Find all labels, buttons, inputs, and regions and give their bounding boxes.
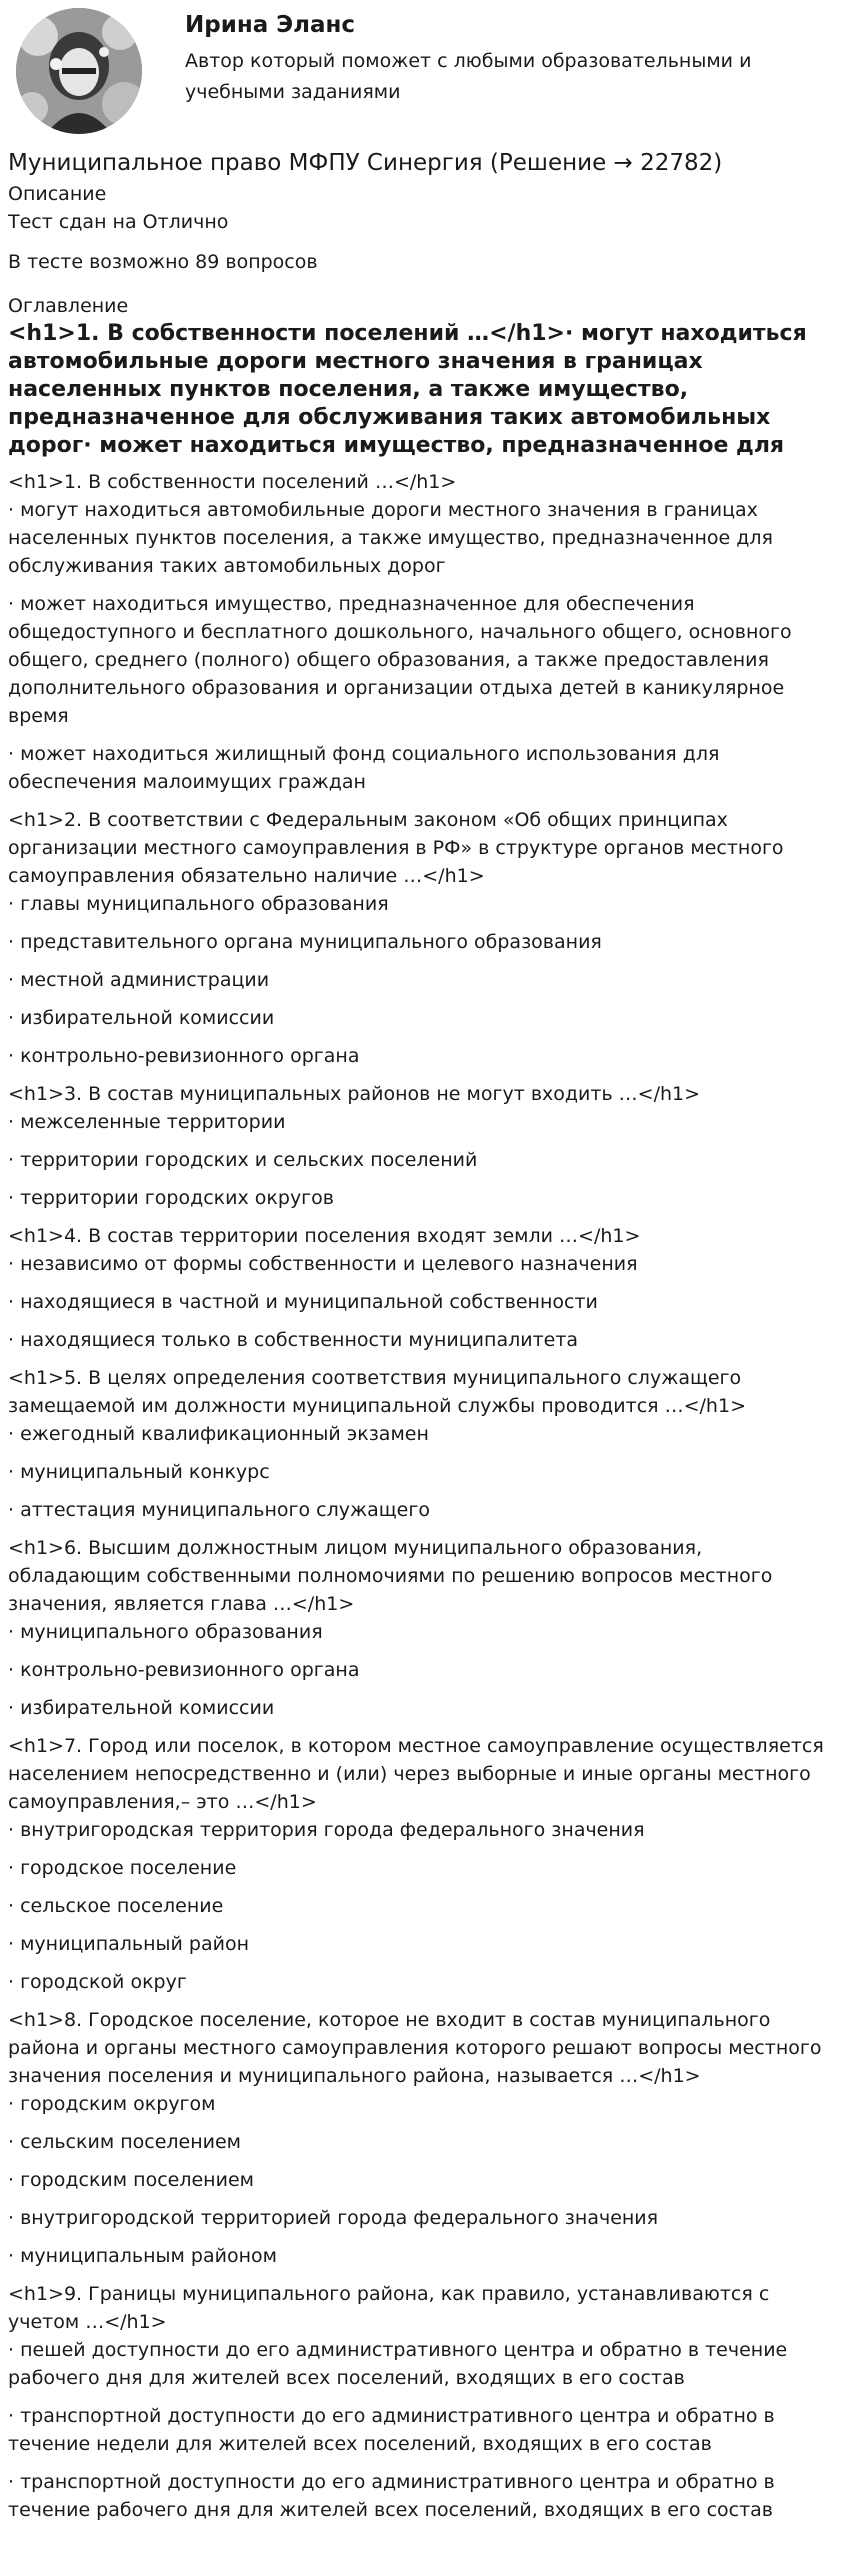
answer-option: · транспортной доступности до его административного центра и обратно в течение рабочего дня для жителей всех поселений, входящих в его состав <box>8 2471 775 2521</box>
answer-option: · избирательной комиссии <box>8 1007 275 1029</box>
answer-option: · может находиться жилищный фонд социального использования для обеспечения малоимущих граждан <box>8 743 720 793</box>
answer-option: · главы муниципального образования <box>8 893 389 915</box>
question-title: <h1>2. В соответствии с Федеральным законом «Об общих принципах организации местного самоуправления в РФ» в структуре органов местного самоуправления обязательно наличие …</h1> <box>8 809 784 887</box>
answer-option: · может находиться имущество, предназначенное для обеспечения общедоступного и бесплатного дошкольного, начального общего, основного общего, среднего (полного) общего образования, а также предоставления дополнительного образования и организации отдыха детей в каникулярное время <box>8 593 792 727</box>
answer-option: · внутригородской территорией города федерального значения <box>8 2207 659 2229</box>
answer-option: · избирательной комиссии <box>8 1697 275 1719</box>
question-title: <h1>9. Границы муниципального района, как правило, устанавливаются с учетом …</h1> <box>8 2283 770 2333</box>
answer-option: · сельское поселение <box>8 1895 224 1917</box>
answer-option: · территории городских округов <box>8 1187 334 1209</box>
answer-option: · контрольно-ревизионного органа <box>8 1045 360 1067</box>
answer-option: · городской округ <box>8 1971 187 1993</box>
questions-count: В тесте возможно 89 вопросов <box>8 251 318 273</box>
answer-option: · могут находиться автомобильные дороги местного значения в границах населенных пунктов поселения, а также имущество, предназначенное для обслуживания таких автомобильных дорог <box>8 499 773 577</box>
avatar-image <box>16 8 142 134</box>
answer-option: · муниципальный район <box>8 1933 250 1955</box>
answer-option: · территории городских и сельских поселений <box>8 1149 478 1171</box>
answer-option: · пешей доступности до его административного центра и обратно в течение рабочего дня для жителей всех поселений, входящих в его состав <box>8 2339 788 2389</box>
answer-option: · городское поселение <box>8 1857 237 1879</box>
question-title: <h1>4. В состав территории поселения входят земли …</h1> <box>8 1225 641 1247</box>
answer-option: · городским поселением <box>8 2169 254 2191</box>
answer-option: · муниципальный конкурс <box>8 1461 270 1483</box>
question-2 <box>8 806 839 1070</box>
question-title: <h1>6. Высшим должностным лицом муниципального образования, обладающим собственными полномочиями по решению вопросов местного значения, является глава …</h1> <box>8 1537 773 1615</box>
question-1 <box>8 468 839 796</box>
answer-option: · находящиеся только в собственности муниципалитета <box>8 1329 579 1351</box>
avatar[interactable] <box>16 8 142 134</box>
question-title: <h1>5. В целях определения соответствия муниципального служащего замещаемой им должности муниципальной службы проводится …</h1> <box>8 1367 746 1417</box>
answer-option: · находящиеся в частной и муниципальной собственности <box>8 1291 598 1313</box>
question-9 <box>8 2280 839 2524</box>
question-6 <box>8 1534 839 1722</box>
answer-option: · независимо от формы собственности и целевого назначения <box>8 1253 638 1275</box>
answer-option: · контрольно-ревизионного органа <box>8 1659 360 1681</box>
author-block <box>8 0 839 146</box>
author-name[interactable]: Ирина Эланс <box>185 12 356 38</box>
answer-option: · внутригородская территория города федерального значения <box>8 1819 645 1841</box>
question-title: <h1>1. В собственности поселений …</h1> <box>8 471 457 493</box>
description-text: Тест сдан на Отлично <box>8 211 229 233</box>
answer-option: · межселенные территории <box>8 1111 286 1133</box>
question-7 <box>8 1732 839 1996</box>
question-8 <box>8 2006 839 2270</box>
answer-option: · местной администрации <box>8 969 270 991</box>
question-list <box>8 468 839 2524</box>
question-title: <h1>3. В состав муниципальных районов не могут входить …</h1> <box>8 1083 701 1105</box>
answer-option: · муниципального образования <box>8 1621 323 1643</box>
question-5 <box>8 1364 839 1524</box>
answer-option: · представительного органа муниципального образования <box>8 931 602 953</box>
description-label: Описание <box>8 183 107 205</box>
answer-option: · аттестация муниципального служащего <box>8 1499 430 1521</box>
question-title: <h1>8. Городское поселение, которое не входит в состав муниципального района и органы местного самоуправления которого решают вопросы местного значения поселения и муниципального района, называется …</h1> <box>8 2009 822 2087</box>
author-description: Автор который поможет с любыми образовательными и учебными заданиями <box>185 50 752 103</box>
answer-option: · ежегодный квалификационный экзамен <box>8 1423 429 1445</box>
toc-label: Оглавление <box>8 295 129 317</box>
question-4 <box>8 1222 839 1354</box>
answer-option: · сельским поселением <box>8 2131 242 2153</box>
question-3 <box>8 1080 839 1212</box>
question-title: <h1>7. Город или поселок, в котором местное самоуправление осуществляется населением непосредственно и (или) через выборные и иные органы местного самоуправления,– это …</h1> <box>8 1735 824 1813</box>
answer-option: · муниципальным районом <box>8 2245 277 2267</box>
answer-option: · городским округом <box>8 2093 216 2115</box>
document-title: Муниципальное право МФПУ Синергия (Решение → 22782) <box>8 150 723 176</box>
toc-heading[interactable]: <h1>1. В собственности поселений …</h1>· могут находиться автомобильные дороги местного значения в границах населенных пунктов поселения, а также имущество, предназначенное для обслуживания таких автомобильных дорог· может находиться имущество, предназначенное для <box>8 321 807 458</box>
answer-option: · транспортной доступности до его административного центра и обратно в течение недели для жителей всех поселений, входящих в его состав <box>8 2405 775 2455</box>
